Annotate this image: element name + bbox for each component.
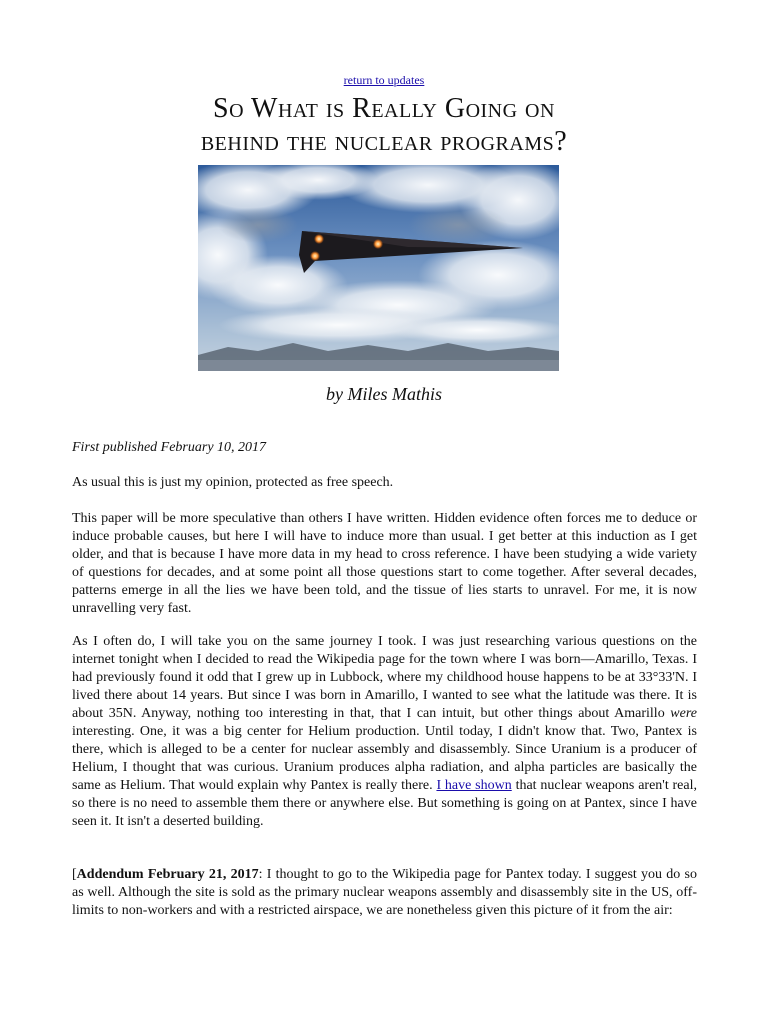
emphasis-text: were: [670, 706, 697, 721]
paragraph-text: : I thought to go to the Wikipedia page for Pantex today. I suggest you do so as well. Although the site is sold as the primary nuclear weapons assembly and disassembly site in the US, off-limits to non-workers and with a restricted airspace, we are nonetheless given this picture of it from the air:: [72, 867, 697, 918]
i-have-shown-link[interactable]: I have shown: [436, 778, 512, 793]
paragraph-text: interesting. One, it was a big center for Helium production. Until today, I didn't know that. Two, Pantex is there, which is alleged to be a center for nuclear assembly and disassembly. Since Uranium is a producer of Helium, I thought that was curious. Uranium produces alpha radiation, and alpha particles are basically the same as Helium. That would explain why Pantex is really there.: [72, 724, 697, 793]
title-line-1: So What is Really Going on: [213, 93, 555, 124]
byline: by Miles Mathis: [326, 384, 442, 404]
title-line-2: behind the nuclear programs?: [200, 126, 568, 157]
publish-date: First published February 10, 2017: [72, 440, 267, 455]
bracket-text: [: [72, 867, 77, 882]
addendum-paragraph: [72, 866, 697, 920]
paragraph-text: that nuclear weapons aren't real, so there is no need to assemble them there or anywhere else. But something is going on at Pantex, since I have seen it. It isn't a deserted building.: [72, 778, 698, 829]
intro-paragraph: This paper will be more speculative than others I have written. Hidden evidence often forces me to deduce or induce probable causes, but here I will have to induce more than usual. I get better at this induction as I get older, and that is because I have more data in my head to cross reference. I have been studying a wide variety of questions for decades, and at some point all those questions start to come together. After several decades, patterns emerge in all the lies we have been told, and the tissue of lies starts to unravel. For me, it is now unravelling very fast.: [72, 511, 697, 616]
hero-image: [198, 165, 559, 371]
paragraph-text: As I often do, I will take you on the same journey I took. I was just researching various questions on the internet tonight when I decided to read the Wikipedia page for the town where I was born—Amarillo, Texas. I had previously found it odd that I grew up in Lubbock, where my childhood house happens to be at 33°33'N. I lived there about 14 years. But since I was born in Amarillo, I wanted to see what the latitude was there. It is about 35N. Anyway, nothing too interesting in that, that I can intuit, but other things about Amarillo: [72, 634, 697, 721]
disclaimer-paragraph: As usual this is just my opinion, protected as free speech.: [72, 475, 394, 490]
page-title: [0, 92, 768, 158]
addendum-heading: Addendum February 21, 2017: [76, 867, 259, 882]
return-to-updates-link[interactable]: return to updates: [343, 73, 425, 87]
amarillo-paragraph: [72, 633, 697, 831]
sky-craft-illustration: [198, 165, 559, 371]
